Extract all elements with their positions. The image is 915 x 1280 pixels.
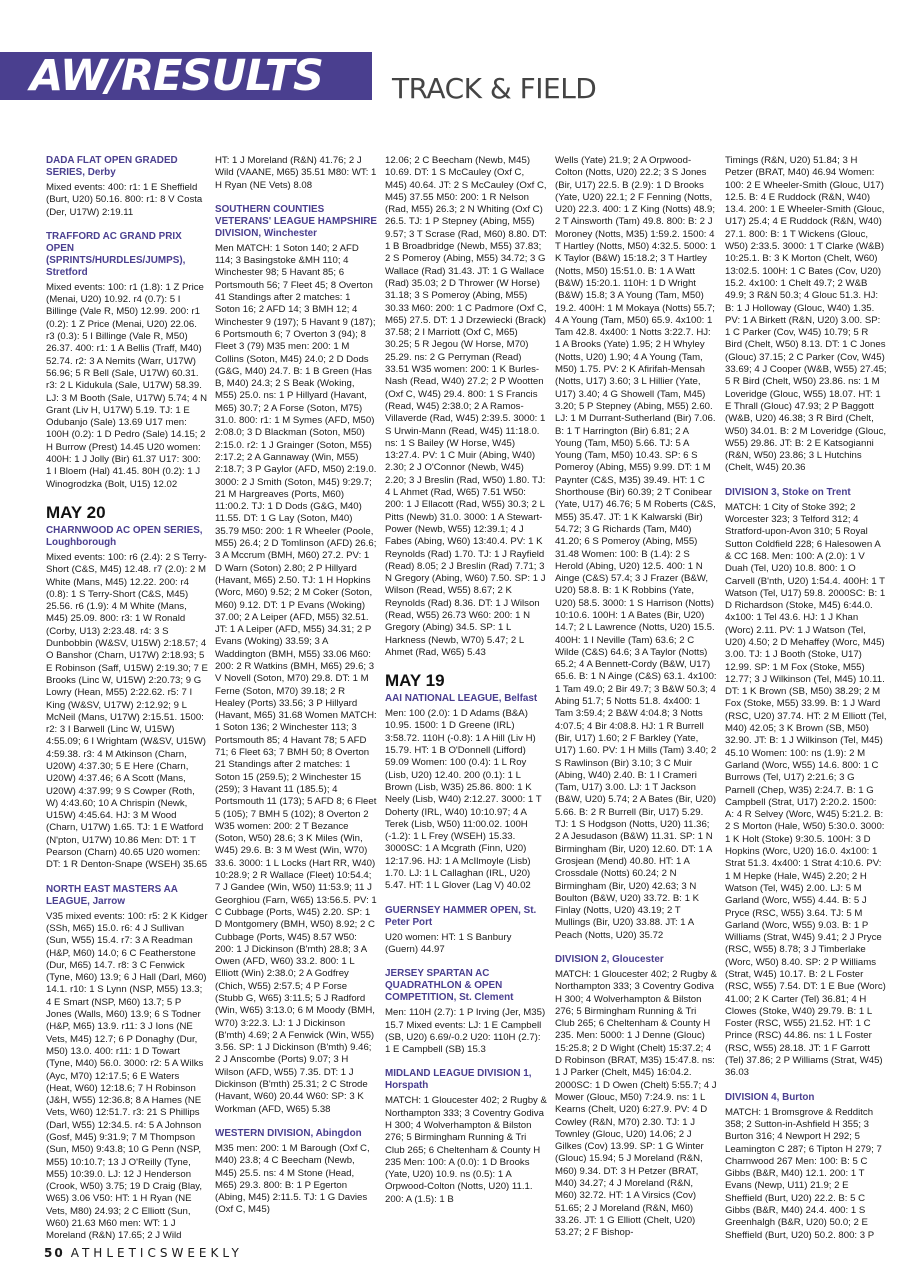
date-heading: MAY 19 [385, 671, 445, 691]
meet-heading: AAI NATIONAL LEAGUE, Belfast [385, 693, 538, 705]
results-column-5 [725, 155, 887, 1240]
meet-heading: MIDLAND LEAGUE DIVISION 1, Horspath [385, 1068, 532, 1092]
results-text: Timings (R&N, U20) 51.84; 3 H Petzer (BRAT, M40) 46.94 Women: 100: 2 E Wheeler-Smith (Glouc, U17) 12.5. B: 4 E Ruddock (R&N, W40) 13.4. 200: 1 E Wheeler-Smith (Glouc, U17) 25.4; 4 E Ruddock (R&N, W40) 27.1. 800: B: 1 T Wickens (Glouc, W50) 2:33.5. 3000: 1 T Clarke (W&B) 10:25.1. B: 3 K Morton (Chelt, W60) 13:02.5. 100H: 1 C Bates (Cov, U20) 15.2. 4x100: 1 Chelt 49.7; 2 W&B 49.9; 3 R&N 50.3; 4 Glouc 51.3. HJ: B: 1 J Holloway (Glouc, W40) 1.35. PV: 1 A Birkett (R&N, U20) 3.00. SP: 1 C Parker (Cov, W45) 10.79; 5 R Bird (Chelt, W50) 8.13. DT: 1 C Jones (Glouc) 37.15; 2 C Parker (Cov, W45) 33.69; 4 J Cooper (W&B, W55) 27.45; 5 R Bird (Chelt, W50) 23.86. ns: 1 M Loveridge (Glouc, W55) 18.07. HT: 1 E Thrall (Glouc) 47.93; 2 P Baggott (W&B, U20) 46.38; 3 R Bird (Chelt, W50) 34.01. B: 2 M Loveridge (Glouc, W55) 29.86. JT: B: 2 E Katsogianni (R&N, W50) 23.86; 3 L Hutchins (Chelt, W45) 20.36 [725, 155, 887, 474]
results-text: MATCH: 1 Gloucester 402; 2 Rugby & Northampton 333; 3 Coventry Godiva H 300; 4 Wolverhampton & Bilston 276; 5 Birmingham Running & Tri Club 265; 6 Cheltenham & County H 235. Men: 5000: 1 J Denne (Glouc) 15:25.8; 2 D Wight (Chelt) 15:37.2; 4 D Robinson (BRAT, M35) 15:47.8. ns: 1 J Parker (Chelt, M45) 16:04.2. 2000SC: 1 D Owen (Chelt) 5:55.7; 4 J Mower (Glouc, M50) 7:24.9. ns: 1 L Kearns (Chelt, U20) 6:27.9. PV: 4 D Cowley (R&N, M70) 2.30. TJ: 1 J Townley (Glouc, U20) 14.06; 2 J Gilkes (Cov) 13.99. SP: 1 G Winter (Glouc) 15.94; 5 J Moreland (R&N, M60) 9.34. DT: 3 H Petzer (BRAT, M40) 34.27; 4 J Moreland (R&N, M60) 32.72. HT: 1 A Virsics (Cov) 51.65; 2 J Moreland (R&N, M60) 33.26. JT: 1 G Elliott (Chelt, U20) 53.27; 2 F Bishop- [555, 969, 717, 1239]
results-text: HT: 1 J Moreland (R&N) 41.76; 2 J Wild (VAANE, M65) 35.51 M80: WT: 1 H Ryan (NE Vets) 8.08 [215, 155, 377, 191]
results-text: MATCH: 1 City of Stoke 392; 2 Worcester 323; 3 Telford 312; 4 Stratford-upon-Avon 310; 5 Royal Sutton Coldfield 228; 6 Halesowen A & CC 168. Men: 100: A (2.0): 1 V Duah (Tel, U20) 10.8. 800: 1 O Carvell (B'nth, U20) 1:54.4. 400H: 1 T Watson (Tel, U17) 59.8. 2000SC: B: 1 D Richardson (Stoke, M45) 6:44.0. 4x100: 1 Tel 43.6. HJ: 1 J Khan (Worc) 2.11. PV: 1 J Watson (Tel, U20) 4.50; 2 D Mehaffey (Worc, M45) 3.00. TJ: 1 J Booth (Stoke, U17) 12.99. SP: 1 M Fox (Stoke, M55) 12.77; 3 J Wilkinson (Tel, M45) 10.11. DT: 1 K Brown (SB, M50) 38.29; 2 M Fox (Stoke, M55) 33.99. B: 1 J Ward (RSC, U20) 37.74. HT: 2 M Elliott (Tel, M40) 42.05; 3 K Brown (SB, M50) 32.90. JT: B: 1 J Wilkinson (Tel, M45) 45.10 Women: 100: ns (1.9): 2 M Garland (Worc, W55) 14.6. 800: 1 C Burrows (Tel, U17) 2:21.6; 3 G Parnell (Chep, W35) 2:24.7. B: 1 G Campbell (Strat, U17) 2:20.2. 1500: A: 4 R Selvey (Worc, W45) 5:21.2. B: 2 S Morton (Hale, W50) 5:30.0. 3000: 1 K Holt (Stoke) 9:30.5. 100H: 3 D Hopkins (Worc, U20) 16.0. 4x100: 1 Strat 51.3. 4x400: 1 Strat 4:10.6. PV: 1 M Hepke (Hale, W45) 2.20; 2 H Watson (Tel, W45) 2.00. LJ: 5 M Garland (Worc, W55) 4.44. B: 5 J Pryce (RSC, W55) 3.64. TJ: 5 M Garland (Worc, W55) 9.03. B: 1 P Williams (Strat, W45) 9.41; 2 J Pryce (RSC, W55) 8.78; 3 J Timberlake (Worc, W50) 8.40. SP: 2 P Williams (Strat, W45) 10.17. B: 2 L Foster (RSC, W55) 7.54. DT: 1 E Bue (Worc) 41.00; 2 K Carter (Tel) 36.81; 4 H Clowes (Stoke, W40) 29.79. B: 1 L Foster (RSC, W55) 21.52. HT: 1 C Prince (RSC) 44.86. ns: 1 L Foster (RSC, W55) 28.18. JT: 1 F Garrott (Tel) 37.86; 2 P Williams (Strat, W45) 36.03 [725, 501, 887, 1079]
results-column-2 [215, 155, 377, 1240]
meet-heading: CHARNWOOD AC OPEN SERIES, Loughborough [46, 524, 203, 548]
brand-title: AW/RESULTS [30, 51, 324, 101]
meet-heading: DADA FLAT OPEN GRADED SERIES, Derby [46, 155, 178, 178]
results-text: MATCH: 1 Gloucester 402; 2 Rugby & Northampton 333; 3 Coventry Godiva H 300; 4 Wolverhampton & Bilston 276; 5 Birmingham Running & Tri Club 265; 6 Cheltenham & County H 235 Men: 100: A (0.0): 1 D Brooks (Yate, U20) 10.9. ns (0.5): 1 A Orpwood-Colton (Notts, U20) 11.1. 200: A (1.5): 1 B [385, 1095, 547, 1205]
page-footer [44, 1246, 243, 1260]
magazine-name: ATHLETICSWEEKLY [70, 1246, 243, 1260]
results-text: Mixed events: 100: r1 (1.8): 1 Z Price (Menai, U20) 10.92. r4 (0.7): 5 I Billinge (Vale R, M50) 12.99. 200: r1 (0.2): 1 Z Price (Menai, U20) 22.06. r3 (0.3): 5 I Billinge (Vale R, M50) 26.37. 400: r1: 1 A Bellis (Traff, M40) 52.74. r2: 3 A Nemits (Warr, U17W) 56.96; 5 R Bell (Sale, U17W) 60.31. r3: 2 L Kidukula (Sale, U17W) 58.39. LJ: 3 M Booth (Sale, U17W) 5.74; 4 N Grant (Liv H, U17W) 5.19. TJ: 1 E Odubanjo (Sale) 13.69 U17 men: 100H (0.2): 1 D Pedro (Sale) 14.15; 2 H Burrow (Prest) 14.45 U20 women: 400H: 1 J Jolly (Bir) 61.37 U17: 300: 1 I Bloem (Hal) 41.45. 80H (0.2): 1 J Winogrodzka (Bolt, U15) 12.02 [46, 281, 208, 490]
meet-heading: WESTERN DIVISION, Abingdon [215, 1127, 362, 1139]
meet-heading: SOUTHERN COUNTIES VETERANS' LEAGUE HAMPSHIRE DIVISION, Winchester [215, 203, 377, 239]
results-columns [46, 155, 886, 1240]
results-text: Men MATCH: 1 Soton 140; 2 AFD 114; 3 Basingstoke &MH 110; 4 Winchester 98; 5 Havant 85; 6 Portsmouth 56; 7 Fleet 45; 8 Overton 41 Standings after 2 matches: 1 Soton 16; 2 AFD 14; 3 BMH 12; 4 Winchester 9 (197); 5 Havant 9 (187); 6 Portsmouth 6; 7 Overton 3 (94); 8 Fleet 3 (79) M35 men: 200: 1 M Collins (Soton, M45) 24.0; 2 D Dods (G&G, M40) 24.7. B: 1 B Green (Has B, M40) 24.3; 2 S Beak (Woking, M55) 25.0. ns: 1 P Hillyard (Havant, M65) 30.7; 2 A Forse (Soton, M75) 31.0. 800: r1: 1 M Symes (AFD, M50) 2:08.0; 3 D Blackman (Soton, M50) 2:15.0. r2: 1 J Grainger (Soton, M55) 2:17.2; 2 A Gannaway (Win, M55) 2:18.7; 3 P Gaylor (AFD, M50) 2:19.0. 3000: 2 J Smith (Soton, M45) 9:29.7; 21 M Hargreaves (Ports, M60) 11:00.2. TJ: 1 D Dods (G&G, M40) 11.55. DT: 1 G Lay (Soton, M40) 35.79 M50: 200: 1 R Wheeler (Poole, M55) 26.4; 2 D Tomlinson (AFD) 26.6; 3 A Mccrum (BMH, M60) 27.2. PV: 1 D Warn (Soton) 2.80; 2 P Hillyard (Havant, M65) 2.50. TJ: 1 H Hopkins (Worc, M60) 9.52; 2 M Coker (Soton, M60) 9.12. DT: 1 P Evans (Woking) 37.00; 2 A Leiper (AFD, M55) 32.51. JT: 1 A Leiper (AFD, M55) 34.31; 2 P Evans (Woking) 33.59; 3 A Waddington (BMH, M55) 33.06 M60: 200: 2 R Watkins (BMH, M65) 29.6; 3 V Novell (Soton, M70) 29.8. DT: 1 M Ferne (Soton, M70) 39.18; 2 R Healey (Ports) 33.56; 3 P Hillyard (Havant, M65) 31.68 Women MATCH: 1 Soton 136; 2 Winchester 113; 3 Portsmouth 85; 4 Havant 78; 5 AFD 71; 6 Fleet 63; 7 BMH 50; 8 Overton 21 Standings after 2 matches: 1 Soton 15 (259.5); 2 Winchester 15 (259); 3 Havant 11 (185.5); 4 Portsmouth 11 (173); 5 AFD 8; 6 Fleet 5 (105); 7 BMH 5 (102); 8 Overton 2 W35 women: 200: 2 T Bezance (Soton, W50) 28.6; 3 K Miles (Win, W45) 29.6. B: 3 M West (Win, W70) 33.6. 3000: 1 L Locks (Hart RR, W40) 10:28.9; 2 R Wallace (Fleet) 10:54.4; 7 J Gandee (Win, W50) 11:53.9; 11 J Georghiou (Farn, W65) 13:56.5. PV: 1 C Cubbage (Ports, W45) 2.20. SP: 1 D Montgomery (BMH, W50) 8.92; 2 C Cubbage (Ports, W45) 8.57 W50: 200: 1 J Dickinson (B'mth) 28.8; 3 A Owen (AFD, W60) 33.2. 800: 1 L Elliott (Win) 2:38.0; 2 A Godfrey (Chich, W55) 2:57.5; 4 P Forse (Stubb G, W65) 3:11.5; 5 J Radford (Win, W65) 3:13.0; 6 M Moody (BMH, W70) 3:22.3. LJ: 1 J Dickinson (B'mth) 4.69; 2 A Fenwick (Win, W55) 3.56. SP: 1 J Dickinson (B'mth) 9.46; 2 J Anscombe (Ports) 9.07; 3 H Wilson (AFD, W55) 7.35. DT: 1 J Dickinson (B'mth) 25.31; 2 C Strode (Havant, W60) 20.44 W60: SP: 3 K Workman (AFD, W65) 5.38 [215, 242, 377, 1115]
section-title: TRACK & FIELD [392, 72, 597, 105]
meet-heading: DIVISION 4, Burton [725, 1091, 815, 1103]
results-text: Mixed events: 100: r6 (2.4): 2 S Terry-Short (C&S, M45) 12.48. r7 (2.0): 2 M White (Mans, M45) 12.22. 200: r4 (0.8): 1 S Terry-Short (C&S, M45) 25.56. r6 (1.9): 4 M White (Mans, M45) 25.09. 800: r3: 1 W Ronald (Corby, U13) 2:23.48. r4: 3 S Dunbobbin (W&SV, U15W) 2:18.57; 4 O Banshor (Charn, U17W) 2:18.93; 5 E Robinson (Saff, U15W) 2:19.30; 7 E Brooks (Linc W, U15W) 2:20.73; 9 G Lowry (Hean, M55) 2:22.62. r5: 7 I King (W&SV, U17W) 2:12.92; 9 L McNeil (Mans, U17W) 2:15.51. 1500: r2: 3 I Barwell (Linc W, U15W) 4:55.09; 6 I Wrightam (W&SV, U15W) 4:59.38. r3: 4 M Atkinson (Charn, U20W) 4:37.30; 5 E Here (Charn, U20W) 4:37.46; 6 A Scott (Mans, U20W) 4:37.99; 9 S Cowper (Roth, W) 4:43.60; 10 A Chrispin (Newk, U15W) 4:45.64. HJ: 3 M Wood (Charn, U17W) 1.65. TJ: 1 E Watford (N'pton, U17W) 10.86 Men: DT: 1 T Pearson (Charn) 40.65 U20 women: DT: 1 R Denton-Snape (WSEH) 35.65 [46, 551, 208, 871]
results-text: Wells (Yate) 21.9; 2 A Orpwood-Colton (Notts, U20) 22.2; 3 S Jones (Bir, U17) 22.5. B (2.9): 1 D Brooks (Yate, U20) 22.1; 2 F Fenning (Notts, U20) 22.3. 400: 1 Z King (Notts) 48.9; 2 T Ainsworth (Tam) 49.8. 800: B: 2 J Moroney (Notts, M35) 1:59.2. 1500: 4 T Hartley (Notts, M50) 4:32.5. 5000: 1 K Taylor (B&W) 15:18.2; 3 T Hartley (Notts, M50) 15:51.0. B: 1 A Watt (B&W) 15:20.1. 110H: 1 D Wright (B&W) 15.8; 3 A Young (Tam, M50) 19.2. 400H: 1 M Mokaya (Notts) 55.7; 4 A Young (Tam, M50) 65.9. 4x100: 1 Tam 42.8. 4x400: 1 Notts 3:22.7. HJ: 1 A Brooks (Yate) 1.95; 2 H Whyley (Notts, U20) 1.90; 4 A Young (Tam, M50) 1.75. PV: 2 K Afirifah-Mensah (Notts, U17) 3.60; 3 L Hillier (Yate, U17) 3.40; 4 G Showell (Tam, M45) 3.20; 5 P Stepney (Abing, M55) 2.60. LJ: 1 M Durrant-Sutherland (Bir) 7.06. B: 1 T Harrington (Bir) 6.81; 2 A Young (Tam, M50) 5.66. TJ: 5 A Young (Tam, M50) 10.43. SP: 6 S Pomeroy (Abing, M55) 9.99. DT: 1 M Paynter (C&S, M35) 39.49. HT: 1 C Shorthouse (Bir) 60.39; 2 T Conibear (Yate, U17) 46.76; 5 M Roberts (C&S, M55) 35.47. JT: 1 K Kalwarski (Bir) 54.72; 3 G Richards (Tam, M40) 41.20; 6 S Pomeroy (Abing, M55) 31.48 Women: 100: B (1.4): 2 S Herold (Abing, U20) 12.5. 400: 1 N Ainge (C&S) 57.4; 3 J Frazer (B&W, U20) 58.8. B: 1 K Robbins (Yate, U20) 58.5. 3000: 1 S Harrison (Notts) 10:10.6. 100H: 1 A Bates (Bir, U20) 14.7; 2 L Lawrence (Notts, U20) 15.5. 400H: 1 I Neville (Tam) 63.6; 2 C Wilde (C&S) 64.6; 3 A Taylor (Notts) 65.2; 4 A Bennett-Cordy (B&W, U17) 65.6. B: 1 N Ainge (C&S) 63.1. 4x100: 1 Tam 49.0; 2 Bir 49.7; 3 B&W 50.3; 4 Abing 51.7; 5 Notts 51.8. 4x400: 1 Tam 3:59.4; 2 B&W 4:04.8; 3 Notts 4:07.5; 4 Bir 4:08.8. HJ: 1 R Burrell (Bir, U17) 1.60; 2 F Barkley (Yate, U17) 1.60. PV: 1 H Mills (Tam) 3.40; 2 S Rawlinson (Bir) 3.10; 3 C Muir (Abing, W40) 2.40. B: 1 I Crameri (Tam, U17) 3.00. LJ: 1 T Jackson (B&W, U20) 5.74; 2 A Bates (Bir, U20) 5.66. B: 2 R Burrell (Bir, U17) 5.29. TJ: 1 S Hodgson (Notts, U20) 11.36; 2 A Jesudason (B&W) 11.31. SP: 1 N Birmingham (Bir, U20) 12.60. DT: 1 A Grosjean (Mend) 40.80. HT: 1 A Crossdale (Notts) 60.24; 2 N Birmingham (Bir, U20) 42.63; 3 N Boulton (B&W, U20) 33.72. B: 1 K Finlay (Notts, U20) 43.19; 2 T Mullings (Bir, U20) 33.88. JT: 1 A Peach (Notts, U20) 35.72 [555, 155, 717, 941]
results-text: V35 mixed events: 100: r5: 2 K Kidger (SSh, M65) 15.0. r6: 4 J Sullivan (Sun, W55) 15.4. r7: 3 A Readman (H&P, M60) 14.0; 6 C Featherstone (Dur, M65) 14.7. r8: 3 C Fenwick (Tyne, M60) 13.9; 6 J Hall (Darl, M60) 14.1. r10: 1 S Lynn (NSP, M55) 13.3; 4 E Smart (NSP, M60) 13.7; 5 P Jones (Walls, M60) 13.9; 6 S Todner (H&P, M65) 13.9. r11: 3 J Ions (NE Vets, M45) 12.7; 6 P Donaghy (Dur, M50) 13.0. 400: r11: 1 D Towart (Tyne, M40) 56.0. 3000: r2: 5 A Wilks (Ayc, M70) 12:17.5; 6 E Waters (Heat, W60) 12:18.6; 7 H Robinson (J&H, W55) 12:36.8; 8 A Hames (NE Vets, W60) 12:51.7. r3: 21 S Phillips (Darl, W55) 12:34.5. r4: 5 A Johnson (Gosf, M45) 9:31.9; 7 M Thompson (Sun, M50) 9:43.8; 10 G Penn (NSP, M55) 10:10.7; 13 J O'Reilly (Tyne, M55) 10:39.0. LJ: 12 J Henderson (Crook, W50) 3.75; 19 D Craig (Blay, W65) 3.06 V50: HT: 1 H Ryan (NE Vets, M80) 24.93; 2 C Elliott (Sun, W60) 21.63 M60 men: WT: 1 J Moreland (R&N) 17.65; 2 J Wild [46, 910, 208, 1240]
results-column-3 [385, 155, 547, 1240]
meet-heading: DIVISION 2, Gloucester [555, 954, 664, 965]
page-number: 50 [44, 1246, 65, 1260]
results-text: M35 men: 200: 1 M Barough (Oxf C, M40) 23.8; 4 C Beecham (Newb, M45) 25.5. ns: 4 M Stone (Head, M65) 29.3. 800: B: 1 P Egerton (Abing, M45) 2:11.5. TJ: 1 G Davies (Oxf C, M45) [215, 1142, 370, 1216]
results-text: U20 women: HT: 1 S Banbury (Guern) 44.97 [385, 931, 512, 955]
results-text: Mixed events: 400: r1: 1 E Sheffield (Burt, U20) 50.16. 800: r1: 8 V Costa (Der, U17W) 2:19.11 [46, 182, 203, 218]
results-text: Men: 100 (2.0): 1 D Adams (B&A) 10.95. 1500: 1 D Greene (IRL) 3:58.72. 110H (-0.8): 1 A Hill (Liv H) 15.79. HT: 1 B O'Donnell (Lifford) 59.09 Women: 100 (0.4): 1 L Roy (Lisb, U20) 12.40. 200 (0.1): 1 L Brown (Lisb, W35) 25.86. 800: 1 K Neely (Lisb, W40) 2:12.27. 3000: 1 T Doherty (IRL, W40) 10:10.97; 4 A Terek (Lisb, W50) 11:00.02. 100H (-1.2): 1 L Frey (WSEH) 15.33. 3000SC: 1 A Mcgrath (Finn, U20) 12:17.96. HJ: 1 A McIlmoyle (Lisb) 1.70. LJ: 1 L Callaghan (IRL, U20) 5.47. HT: 1 L Glover (Lag V) 40.02 [385, 708, 542, 892]
meet-heading: GUERNSEY HAMMER OPEN, St. Peter Port [385, 904, 537, 928]
meet-heading: DIVISION 3, Stoke on Trent [725, 486, 851, 498]
results-text: Men: 110H (2.7): 1 P Irving (Jer, M35) 15.7 Mixed events: LJ: 1 E Campbell (SB, U20) 6.69/-0.2 U20: 110H (2.7): 1 E Campbell (SB) 15.3 [385, 1007, 546, 1056]
meet-heading: TRAFFORD AC GRAND PRIX OPEN (SPRINTS/HURDLES/JUMPS), Stretford [46, 230, 186, 278]
meet-heading: NORTH EAST MASTERS AA LEAGUE, Jarrow [46, 883, 178, 907]
results-column-4 [555, 155, 717, 1240]
results-text: MATCH: 1 Bromsgrove & Redditch 358; 2 Sutton-in-Ashfield H 355; 3 Burton 316; 4 Newport H 292; 5 Leamington C 287; 6 Tipton H 279; 7 Charnwood 267 Men: 100: B: 5 C Gibbs (B&R, M40) 12.1. 200: 1 T Evans (Newp, U11) 21.9; 2 E Sheffield (Burt, U20) 22.2. B: 5 C Gibbs (B&R, M40) 24.4. 400: 1 S Greenhalgh (B&R, U20) 50.0; 2 E Sheffield (Burt, U20) 50.2. 800: 3 P [725, 1106, 882, 1240]
results-column-1 [46, 155, 208, 1240]
meet-heading: JERSEY SPARTAN AC QUADRATHLON & OPEN COMPETITION, St. Clement [385, 968, 514, 1004]
results-text: 12.06; 2 C Beecham (Newb, M45) 10.69. DT: 1 S McCauley (Oxf C, M45) 40.64. JT: 2 S McCauley (Oxf C, M45) 37.55 M50: 200: 1 R Nelson (Rad, M55) 26.3; 2 N Whiting (Oxf C) 26.5. TJ: 1 P Stepney (Abing, M55) 9.57; 3 T Scrase (Rad, M60) 8.80. DT: 1 B Broadbridge (Newb, M55) 37.83; 2 S Pomeroy (Abing, M55) 34.72; 3 G Wallace (Rad) 31.43. JT: 1 G Wallace (Rad) 35.03; 2 D Thrower (W Horse) 31.18; 3 S Pomeroy (Abing, M55) 30.33 M60: 200: 1 C Padmore (Oxf C, M65) 27.5. DT: 1 J Drzewiecki (Brack) 37.58; 2 I Marriott (Oxf C, M65) 30.25; 5 R Jegou (W Horse, M70) 25.29. ns: 2 G Perryman (Read) 33.51 W35 women: 200: 1 K Burles-Nash (Read, W40) 27.2; 2 P Wootten (Oxf C, W45) 29.4. 800: 1 S Francis (Read, W45) 2:38.0; 2 A Ramos-Villaverde (Rad, W45) 2:39.5. 3000: 1 S Urwin-Mann (Read, W45) 11:18.0. ns: 1 S Bailey (W Horse, W45) 13:27.4. PV: 1 C Muir (Abing, W40) 2.30; 2 J O'Connor (Newb, W45) 2.20; 3 J Breslin (Rad, W50) 1.80. TJ: 4 L Ahmet (Rad, W65) 7.51 W50: 200: 1 J Ellacott (Rad, W55) 30.3; 2 L Pitts (Newb) 31.0. 3000: 1 A Stewart-Power (Newb, W55) 12:39.1; 4 J Fabes (Abing, W60) 13:40.4. PV: 1 K Reynolds (Rad) 1.70. TJ: 1 J Rayfield (Read) 8.05; 2 J Breslin (Rad) 7.71; 3 N Gregory (Abing, W60) 7.50. SP: 1 J Wilson (Read, W55) 8.67; 2 K Reynolds (Rad) 8.36. DT: 1 J Wilson (Read, W55) 26.73 W60: 200: 1 N Gregory (Abing) 34.5. SP: 1 L Harkness (Newb, W70) 5.47; 2 L Ahmet (Rad, W65) 5.43 [385, 155, 547, 658]
date-heading: MAY 20 [46, 502, 106, 522]
